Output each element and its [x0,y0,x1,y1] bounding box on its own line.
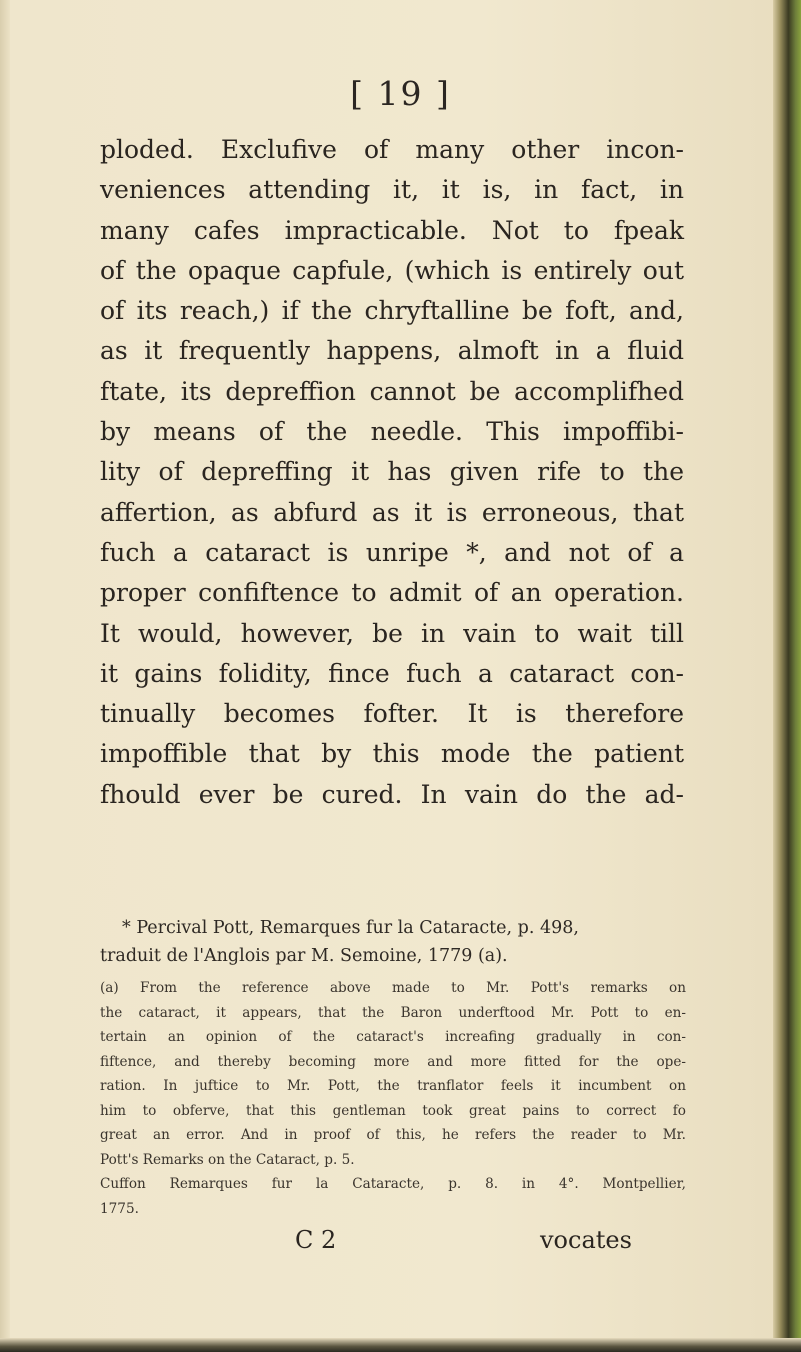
footnote-a [100,976,686,1221]
text-line: ploded. Exclufive of many other incon- [100,135,684,164]
text-line: fhould ever be cured. In vain do the ad- [100,779,684,809]
footnote-line: Pott's Remarks on the Cataract, p. 5. [100,1151,355,1168]
book-binding-edge [773,0,801,1352]
text-line: by means of the needle. This impoffibi- [100,417,684,447]
text-line: tinually becomes fofter. It is therefore [100,699,684,729]
signature-mark: C 2 [295,1226,337,1254]
footnote-star [100,914,686,970]
catchword: vocates [540,1226,632,1254]
text-line: of its reach,) if the chryftalline be foft, and, [100,296,684,326]
page-bottom-edge [0,1338,801,1352]
footnote-line: him to obferve, that this gentleman took great pains to correct fo [100,1102,686,1119]
text-line: lity of depreffing it has given rife to the [100,457,684,487]
text-line: affertion, as abfurd as it is erroneous, that [100,497,684,527]
text-line: many cafes impracticable. Not to fpeak [100,215,684,245]
page-footer [100,1226,686,1260]
text-line: It would, however, be in vain to wait till [100,618,684,648]
footnote-line: 1775. [100,1200,139,1217]
footnote-line: ration. In juftice to Mr. Pott, the tranflator feels it incumbent on [100,1078,686,1094]
text-line: proper confiftence to admit of an operation. [100,578,684,608]
main-text [100,130,684,815]
text-line: it gains folidity, fince fuch a cataract con- [100,658,684,688]
footnote-line: great an error. And in proof of this, he refers the reader to Mr. [100,1127,686,1143]
footnote-line: traduit de l'Anglois par M. Semoine, 1779 (a). [100,946,508,966]
footnote-line: Cuffon Remarques fur la Cataracte, p. 8. in 4°. Montpellier, [100,1176,686,1192]
text-line: as it frequently happens, almoft in a fluid [100,336,684,366]
text-line: veniences attending it, it is, in fact, in [100,175,684,205]
footnote-line: tertain an opinion of the cataract's increafing gradually in con- [100,1029,686,1045]
page-number-header: [ 19 ] [350,74,451,113]
footnote-line: fiftence, and thereby becoming more and more fitted for the ope- [100,1053,686,1070]
footnote-line: * Percival Pott, Remarques fur la Cataracte, p. 498, [122,918,579,938]
text-line: ftate, its depreffion cannot be accomplifhed [100,376,684,406]
text-line: of the opaque capfule, (which is entirely out [100,255,684,285]
page-left-edge [0,0,10,1352]
text-line: impoffible that by this mode the patient [100,739,684,769]
footnote-line: the cataract, it appears, that the Baron underftood Mr. Pott to en- [100,1004,686,1021]
text-line: fuch a cataract is unripe *, and not of a [100,537,684,567]
footnote-line: (a) From the reference above made to Mr. Pott's remarks on [100,980,686,996]
